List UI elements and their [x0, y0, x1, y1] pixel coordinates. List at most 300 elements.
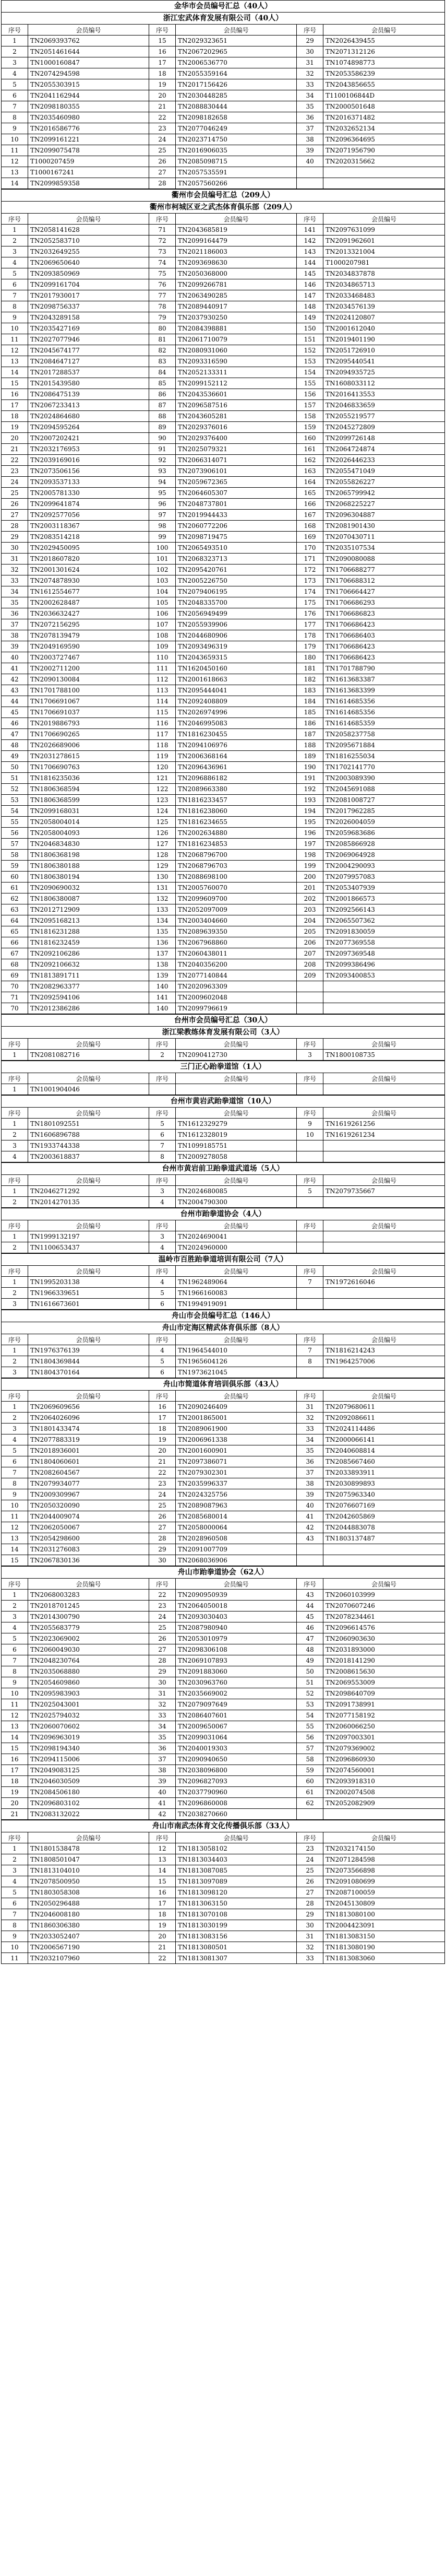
table-row — [2, 1119, 445, 1130]
member-id-cell: TN2079957083 — [323, 872, 445, 883]
seq-cell: 147 — [297, 290, 323, 301]
member-id-cell: TN1074898773 — [323, 57, 445, 68]
header-seq: 序号 — [2, 1175, 28, 1186]
seq-cell: 30 — [297, 46, 323, 57]
table-row — [2, 828, 445, 839]
member-id-cell: TN1816238060 — [176, 806, 297, 817]
member-id-cell: TN2096886182 — [176, 773, 297, 784]
member-id-cell: TN1816214243 — [323, 1345, 445, 1356]
member-id-cell: TN1806380188 — [28, 861, 149, 872]
seq-cell: 139 — [149, 970, 176, 981]
seq-cell: 36 — [2, 608, 28, 619]
member-id-cell: TN2065799942 — [323, 488, 445, 499]
seq-cell: 115 — [149, 707, 176, 718]
member-id-cell: TN2092594106 — [28, 992, 149, 1003]
table-row — [2, 1601, 445, 1612]
seq-cell: 32 — [297, 1413, 323, 1424]
seq-cell: 181 — [297, 663, 323, 674]
seq-cell: 1 — [2, 1345, 28, 1356]
member-id-cell: TN2026974996 — [176, 707, 297, 718]
section-title: 舟山市会员编号汇总（146人） — [1, 1310, 445, 1322]
member-id-cell: TN2081008727 — [323, 795, 445, 806]
member-id-cell: TN2058004093 — [28, 828, 149, 839]
seq-cell: 35 — [297, 101, 323, 112]
seq-cell: 1 — [2, 1590, 28, 1601]
member-id-cell: TN2046995083 — [176, 718, 297, 729]
seq-cell: 76 — [149, 279, 176, 290]
member-id-cell: TN1816230455 — [176, 729, 297, 740]
seq-cell: 5 — [149, 1288, 176, 1299]
member-id-cell: TN1706690265 — [28, 729, 149, 740]
seq-cell: 45 — [2, 707, 28, 718]
table-row — [2, 312, 445, 323]
member-id-cell: TN2048230764 — [28, 1655, 149, 1666]
member-id-cell: TN2099031064 — [176, 1732, 297, 1743]
table-row — [2, 926, 445, 937]
seq-cell: 22 — [149, 1953, 176, 1964]
header-seq: 序号 — [297, 1220, 323, 1231]
header-seq: 序号 — [2, 1220, 28, 1231]
member-id-cell: TN2068796703 — [176, 861, 297, 872]
seq-cell: 105 — [149, 597, 176, 608]
member-id-cell: TN2092106632 — [28, 959, 149, 970]
header-member-id: 会员编号 — [28, 1108, 149, 1119]
seq-cell: 121 — [149, 773, 176, 784]
seq-cell: 1 — [2, 1050, 28, 1061]
member-id-cell: TN1706686423 — [323, 641, 445, 652]
seq-cell: 53 — [2, 795, 28, 806]
seq-cell: 44 — [297, 1601, 323, 1612]
member-id-cell: TN1001904046 — [28, 1084, 149, 1095]
member-id-cell: TN2098180355 — [28, 101, 149, 112]
header-seq: 序号 — [297, 1391, 323, 1402]
table-row — [2, 167, 445, 178]
seq-cell: 33 — [2, 575, 28, 586]
header-seq: 序号 — [149, 1832, 176, 1843]
seq-cell: 156 — [297, 389, 323, 400]
member-id-cell: TN2050296488 — [28, 1898, 149, 1909]
table-row — [2, 1644, 445, 1655]
member-id-cell: TN2021186003 — [176, 246, 297, 257]
member-id-cell: TN2053586239 — [323, 68, 445, 79]
member-table — [1, 1578, 445, 1820]
seq-cell: 18 — [2, 411, 28, 422]
member-id-cell: TN2018701245 — [28, 1601, 149, 1612]
seq-cell: 36 — [149, 1743, 176, 1754]
seq-cell: 117 — [149, 729, 176, 740]
member-id-cell: TN1620450160 — [176, 663, 297, 674]
member-id-cell: TN2099859358 — [28, 178, 149, 189]
seq-cell: 10 — [2, 1688, 28, 1699]
member-id-cell: TN2074294598 — [28, 68, 149, 79]
member-id-cell: TN2031278615 — [28, 751, 149, 762]
member-id-cell: TN2031893000 — [323, 1644, 445, 1655]
seq-cell: 64 — [2, 915, 28, 926]
member-id-cell: TN2061710079 — [176, 334, 297, 345]
member-id-cell: TN2005781330 — [28, 488, 149, 499]
header-seq: 序号 — [2, 1266, 28, 1277]
seq-cell: 30 — [2, 543, 28, 554]
member-id-cell: TN2099075478 — [28, 145, 149, 156]
member-id-cell: TN2099726148 — [323, 433, 445, 444]
member-id-cell: TN2055303915 — [28, 79, 149, 90]
table-row — [2, 1876, 445, 1887]
seq-cell: 42 — [149, 1809, 176, 1820]
seq-cell: 21 — [149, 1456, 176, 1467]
header-member-id: 会员编号 — [176, 1220, 297, 1231]
table-row — [2, 981, 445, 992]
table-row — [2, 1909, 445, 1920]
header-seq: 序号 — [149, 1175, 176, 1186]
seq-cell: 22 — [149, 1467, 176, 1478]
seq-cell: 161 — [297, 444, 323, 455]
member-id-cell: TN2043659315 — [176, 652, 297, 663]
member-id-cell: TN1806368599 — [28, 795, 149, 806]
seq-cell: 4 — [149, 1242, 176, 1253]
seq-cell: 29 — [297, 36, 323, 46]
seq-cell: 137 — [149, 948, 176, 959]
seq-cell: 43 — [2, 685, 28, 696]
member-id-cell: TN2080931060 — [176, 345, 297, 356]
table-row — [2, 1186, 445, 1197]
member-id-cell: TN2026439455 — [323, 36, 445, 46]
seq-cell: 2 — [2, 1197, 28, 1208]
table-row — [2, 630, 445, 641]
seq-cell: 92 — [149, 455, 176, 466]
member-id-cell: TN1962489064 — [176, 1277, 297, 1288]
seq-cell: 96 — [149, 499, 176, 510]
seq-cell: 13 — [2, 356, 28, 367]
seq-cell: 134 — [149, 915, 176, 926]
seq-cell: 11 — [2, 1699, 28, 1710]
member-id-cell: TN2009650067 — [176, 1721, 297, 1732]
table-row — [2, 1434, 445, 1445]
seq-cell: 7 — [297, 1277, 323, 1288]
table-row — [2, 652, 445, 663]
header-seq: 序号 — [2, 214, 28, 225]
table-row — [2, 1511, 445, 1522]
seq-cell: 203 — [297, 904, 323, 915]
member-id-cell — [176, 1084, 297, 1095]
member-id-cell: TN2052583710 — [28, 236, 149, 246]
seq-cell: 37 — [297, 123, 323, 134]
seq-cell: 3 — [2, 1424, 28, 1434]
member-id-cell: TN1613683399 — [323, 685, 445, 696]
seq-cell: 21 — [2, 1809, 28, 1820]
table-row — [2, 1809, 445, 1820]
seq-cell: 6 — [2, 1456, 28, 1467]
seq-cell: 167 — [297, 510, 323, 521]
roster-section — [1, 0, 445, 189]
member-id-cell: TN2095444041 — [176, 685, 297, 696]
member-id-cell: TN1813080501 — [176, 1942, 297, 1953]
table-row — [2, 1953, 445, 1964]
seq-cell: 54 — [297, 1710, 323, 1721]
seq-cell: 1 — [2, 1186, 28, 1197]
member-table — [1, 24, 445, 189]
header-member-id: 会员编号 — [176, 1334, 297, 1345]
member-id-cell: TN2090412730 — [176, 1050, 297, 1061]
member-id-cell: TN2024680085 — [176, 1186, 297, 1197]
member-id-cell: TN1706686403 — [323, 630, 445, 641]
table-row — [2, 850, 445, 861]
seq-cell: 34 — [297, 1434, 323, 1445]
member-id-cell: TN1614685359 — [323, 718, 445, 729]
member-id-cell: TN2009309967 — [28, 1489, 149, 1500]
seq-cell: 52 — [2, 784, 28, 795]
header-member-id: 会员编号 — [176, 1039, 297, 1050]
table-row — [2, 90, 445, 101]
seq-cell — [297, 167, 323, 178]
seq-cell: 17 — [2, 400, 28, 411]
member-id-cell: TN2000501648 — [323, 101, 445, 112]
seq-cell: 70 — [2, 981, 28, 992]
member-id-cell: TN2046008180 — [28, 1909, 149, 1920]
member-id-cell: TN2090080088 — [323, 554, 445, 564]
member-id-cell: TN2008615630 — [323, 1666, 445, 1677]
member-id-cell: TN2079097649 — [176, 1699, 297, 1710]
member-id-cell: TN2069553009 — [323, 1677, 445, 1688]
seq-cell: 37 — [149, 1754, 176, 1765]
seq-cell: 7 — [2, 290, 28, 301]
seq-cell: 12 — [2, 1522, 28, 1533]
member-id-cell: TN1806368198 — [28, 850, 149, 861]
member-id-cell — [323, 1544, 445, 1555]
header-seq: 序号 — [2, 1579, 28, 1590]
member-id-cell: TN1813087085 — [176, 1865, 297, 1876]
table-row — [2, 1732, 445, 1743]
member-id-cell: TN2016586776 — [28, 123, 149, 134]
seq-cell: 206 — [297, 937, 323, 948]
club-title: 浙江宏武体育发展有限公司（40人） — [1, 12, 445, 24]
seq-cell: 70 — [2, 1003, 28, 1014]
table-row — [2, 1544, 445, 1555]
table-row — [2, 1942, 445, 1953]
seq-cell: 35 — [297, 1445, 323, 1456]
seq-cell: 58 — [297, 1754, 323, 1765]
member-id-cell: TN1612554677 — [28, 586, 149, 597]
member-id-cell: TN2067233413 — [28, 400, 149, 411]
member-id-cell: TN2002074508 — [323, 1787, 445, 1798]
member-id-cell: TN2023714750 — [176, 134, 297, 145]
seq-cell: 35 — [149, 1732, 176, 1743]
member-id-cell: TN2093316590 — [176, 356, 297, 367]
seq-cell: 24 — [2, 477, 28, 488]
member-id-cell: TN2068036906 — [176, 1555, 297, 1566]
header-member-id: 会员编号 — [176, 1579, 297, 1590]
seq-cell — [297, 1151, 323, 1162]
table-row — [2, 1555, 445, 1566]
seq-cell: 54 — [2, 806, 28, 817]
member-id-cell: TN2016906035 — [176, 145, 297, 156]
member-id-cell: TN2009602048 — [176, 992, 297, 1003]
seq-cell: 124 — [149, 806, 176, 817]
member-id-cell: TN1619261256 — [323, 1119, 445, 1130]
member-id-cell: TN2033893911 — [323, 1467, 445, 1478]
seq-cell: 148 — [297, 301, 323, 312]
seq-cell: 22 — [149, 1590, 176, 1601]
member-id-cell: TN2034837878 — [323, 268, 445, 279]
member-id-cell: TN1701788100 — [28, 685, 149, 696]
member-id-cell: TN2055359164 — [176, 68, 297, 79]
seq-cell: 18 — [149, 68, 176, 79]
seq-cell: 14 — [2, 367, 28, 378]
seq-cell: 27 — [149, 167, 176, 178]
member-id-cell: TN2030963760 — [176, 1677, 297, 1688]
seq-cell — [297, 178, 323, 189]
member-id-cell: TN2094115006 — [28, 1754, 149, 1765]
header-seq: 序号 — [297, 25, 323, 36]
seq-cell: 15 — [2, 1743, 28, 1754]
seq-cell: 9 — [297, 1119, 323, 1130]
member-id-cell: TN2091830059 — [323, 926, 445, 937]
seq-cell: 21 — [2, 444, 28, 455]
member-id-cell: TN1813083150 — [323, 1931, 445, 1942]
seq-cell: 65 — [2, 926, 28, 937]
seq-cell: 95 — [149, 488, 176, 499]
seq-cell: 60 — [297, 1776, 323, 1787]
member-id-cell: TN2050320090 — [28, 1500, 149, 1511]
table-row — [2, 839, 445, 850]
member-table — [1, 1334, 445, 1378]
table-header-row — [2, 1391, 445, 1402]
seq-cell: 113 — [149, 685, 176, 696]
seq-cell: 63 — [2, 904, 28, 915]
seq-cell: 31 — [297, 1931, 323, 1942]
member-id-cell: TN2053010979 — [176, 1633, 297, 1644]
member-id-cell: TN2035427169 — [28, 323, 149, 334]
table-header-row — [2, 1175, 445, 1186]
seq-cell: 50 — [297, 1666, 323, 1677]
member-id-cell: TN2094595264 — [28, 422, 149, 433]
seq-cell: 26 — [149, 1511, 176, 1522]
member-id-cell: TN1813058102 — [176, 1843, 297, 1854]
member-id-cell: TN2099161704 — [28, 279, 149, 290]
table-row — [2, 740, 445, 751]
seq-cell: 51 — [297, 1677, 323, 1688]
header-seq: 序号 — [297, 1832, 323, 1843]
seq-cell — [297, 1197, 323, 1208]
seq-cell: 41 — [2, 663, 28, 674]
member-id-cell: TN2066314071 — [176, 455, 297, 466]
member-id-cell: TN2087980940 — [176, 1622, 297, 1633]
seq-cell: 16 — [2, 389, 28, 400]
member-id-cell: TN2097631099 — [323, 225, 445, 236]
header-member-id: 会员编号 — [323, 1175, 445, 1186]
member-id-cell: TN2060903630 — [323, 1633, 445, 1644]
seq-cell: 104 — [149, 586, 176, 597]
member-id-cell: TN2093496319 — [176, 641, 297, 652]
member-id-cell: TN1813063150 — [176, 1898, 297, 1909]
seq-cell: 25 — [297, 1865, 323, 1876]
seq-cell: 31 — [149, 1688, 176, 1699]
member-id-cell: TN2019944433 — [176, 510, 297, 521]
member-id-cell: TN2042605869 — [323, 1511, 445, 1522]
seq-cell: 21 — [149, 1942, 176, 1953]
seq-cell: 15 — [149, 36, 176, 46]
seq-cell: 74 — [149, 257, 176, 268]
member-id-cell — [323, 1367, 445, 1378]
member-id-cell: TN2095671884 — [323, 740, 445, 751]
member-id-cell: TN1806368594 — [28, 784, 149, 795]
seq-cell: 61 — [2, 883, 28, 893]
member-id-cell: TN2069609656 — [28, 1402, 149, 1413]
seq-cell: 150 — [297, 323, 323, 334]
seq-cell: 16 — [149, 46, 176, 57]
seq-cell: 77 — [149, 290, 176, 301]
table-row — [2, 156, 445, 167]
seq-cell: 28 — [2, 521, 28, 532]
header-member-id: 会员编号 — [176, 1175, 297, 1186]
table-row — [2, 1288, 445, 1299]
member-id-cell: TN2089440917 — [176, 301, 297, 312]
seq-cell: 191 — [297, 773, 323, 784]
table-header-row — [2, 1039, 445, 1050]
member-table — [1, 213, 445, 1014]
member-id-cell: TN1706690763 — [28, 762, 149, 773]
member-id-cell: TN2019401190 — [323, 334, 445, 345]
seq-cell: 208 — [297, 959, 323, 970]
seq-cell: 39 — [2, 641, 28, 652]
member-id-cell: TN2041162944 — [28, 90, 149, 101]
member-id-cell: TN2089663380 — [176, 784, 297, 795]
member-id-cell: TN2098640709 — [323, 1688, 445, 1699]
member-id-cell: TN2055826227 — [323, 477, 445, 488]
member-id-cell: TN1706688277 — [323, 564, 445, 575]
seq-cell: 5 — [2, 1887, 28, 1898]
member-id-cell: TN2096860008 — [176, 1798, 297, 1809]
member-id-cell: TN2084647127 — [28, 356, 149, 367]
table-row — [2, 597, 445, 608]
member-id-cell: TN2064724874 — [323, 444, 445, 455]
table-row — [2, 806, 445, 817]
seq-cell: 42 — [297, 1522, 323, 1533]
member-id-cell: TN2091962601 — [323, 236, 445, 246]
seq-cell: 27 — [149, 1644, 176, 1655]
seq-cell: 41 — [297, 1511, 323, 1522]
member-id-cell: TN2071956790 — [323, 145, 445, 156]
seq-cell: 31 — [297, 57, 323, 68]
seq-cell: 178 — [297, 630, 323, 641]
seq-cell: 2 — [2, 1288, 28, 1299]
header-member-id: 会员编号 — [176, 1073, 297, 1084]
table-row — [2, 1699, 445, 1710]
member-id-cell: TN2002711200 — [28, 663, 149, 674]
member-id-cell: TN1973621045 — [176, 1367, 297, 1378]
table-row — [2, 1402, 445, 1413]
member-id-cell: TN2043856655 — [323, 79, 445, 90]
table-row — [2, 422, 445, 433]
seq-cell: 2 — [149, 1050, 176, 1061]
member-table — [1, 1265, 445, 1310]
seq-cell — [297, 981, 323, 992]
member-id-cell — [323, 1242, 445, 1253]
seq-cell — [297, 1555, 323, 1566]
member-id-cell: TN2012712909 — [28, 904, 149, 915]
member-id-cell: TN2050368000 — [176, 268, 297, 279]
member-id-cell: TN1816255034 — [323, 751, 445, 762]
member-id-cell: TN1706691067 — [28, 696, 149, 707]
seq-cell: 39 — [297, 145, 323, 156]
member-id-cell: TN2029376400 — [176, 433, 297, 444]
seq-cell: 10 — [297, 1130, 323, 1140]
table-row — [2, 1413, 445, 1424]
seq-cell: 149 — [297, 312, 323, 323]
member-id-cell: TN2082963377 — [28, 981, 149, 992]
member-id-cell: TN2064050018 — [176, 1601, 297, 1612]
member-id-cell: TN2099164479 — [176, 236, 297, 246]
member-id-cell: TN2082604567 — [28, 1467, 149, 1478]
